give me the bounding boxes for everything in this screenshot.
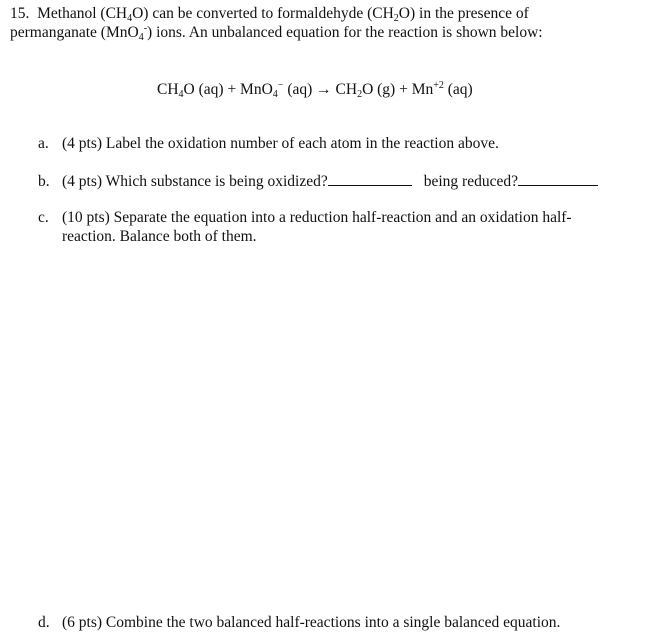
equation-text: CH [157,81,179,98]
intro-text: O) can be converted to formaldehyde (CH [132,5,394,22]
equation-text: (aq) [283,81,317,98]
reduced-answer-blank[interactable] [518,171,598,186]
equation-text: CH [331,81,358,98]
part-letter: d. [38,614,50,631]
intro-text: Methanol (CH [37,5,128,22]
question-intro [10,4,640,42]
reaction-equation [157,80,473,99]
intro-line-2 [10,23,640,42]
part-a [38,134,499,153]
subscript: 2 [357,89,363,100]
part-letter: a. [38,135,49,152]
superscript: +2 [433,80,444,91]
intro-text: O) in the presence of [398,5,529,22]
part-text: (4 pts) Which substance is being oxidized? [62,173,328,190]
reaction-arrow-icon: → [316,81,332,98]
part-letter: b. [38,173,50,190]
equation-text: O (g) + Mn [362,81,434,98]
superscript: - [143,23,148,34]
equation-text: (aq) [443,81,473,98]
superscript: − [277,80,284,91]
part-b [38,171,598,191]
subscript: 2 [393,13,399,24]
equation-text: O (aq) + MnO [183,81,273,98]
question-number: 15. [10,5,30,22]
part-text-continued: reaction. Balance both of them. [62,228,257,245]
subscript: 4 [272,89,278,100]
part-letter: c. [38,209,49,226]
oxidized-answer-blank[interactable] [328,171,412,186]
subscript: 4 [178,89,184,100]
part-d [38,613,560,632]
intro-text: ) ions. An unbalanced equation for the reaction is shown below: [147,24,543,41]
part-c [38,208,572,246]
part-text: (10 pts) Separate the equation into a reduction half-reaction and an oxidation half- [62,209,572,226]
intro-line-1 [10,4,640,23]
part-text: being reduced? [423,173,518,190]
part-text: (6 pts) Combine the two balanced half-reactions into a single balanced equation. [62,614,561,631]
intro-text: permanganate (MnO [10,24,139,41]
subscript: 4 [138,32,144,43]
part-text: (4 pts) Label the oxidation number of each atom in the reaction above. [62,135,499,152]
subscript: 4 [127,13,133,24]
